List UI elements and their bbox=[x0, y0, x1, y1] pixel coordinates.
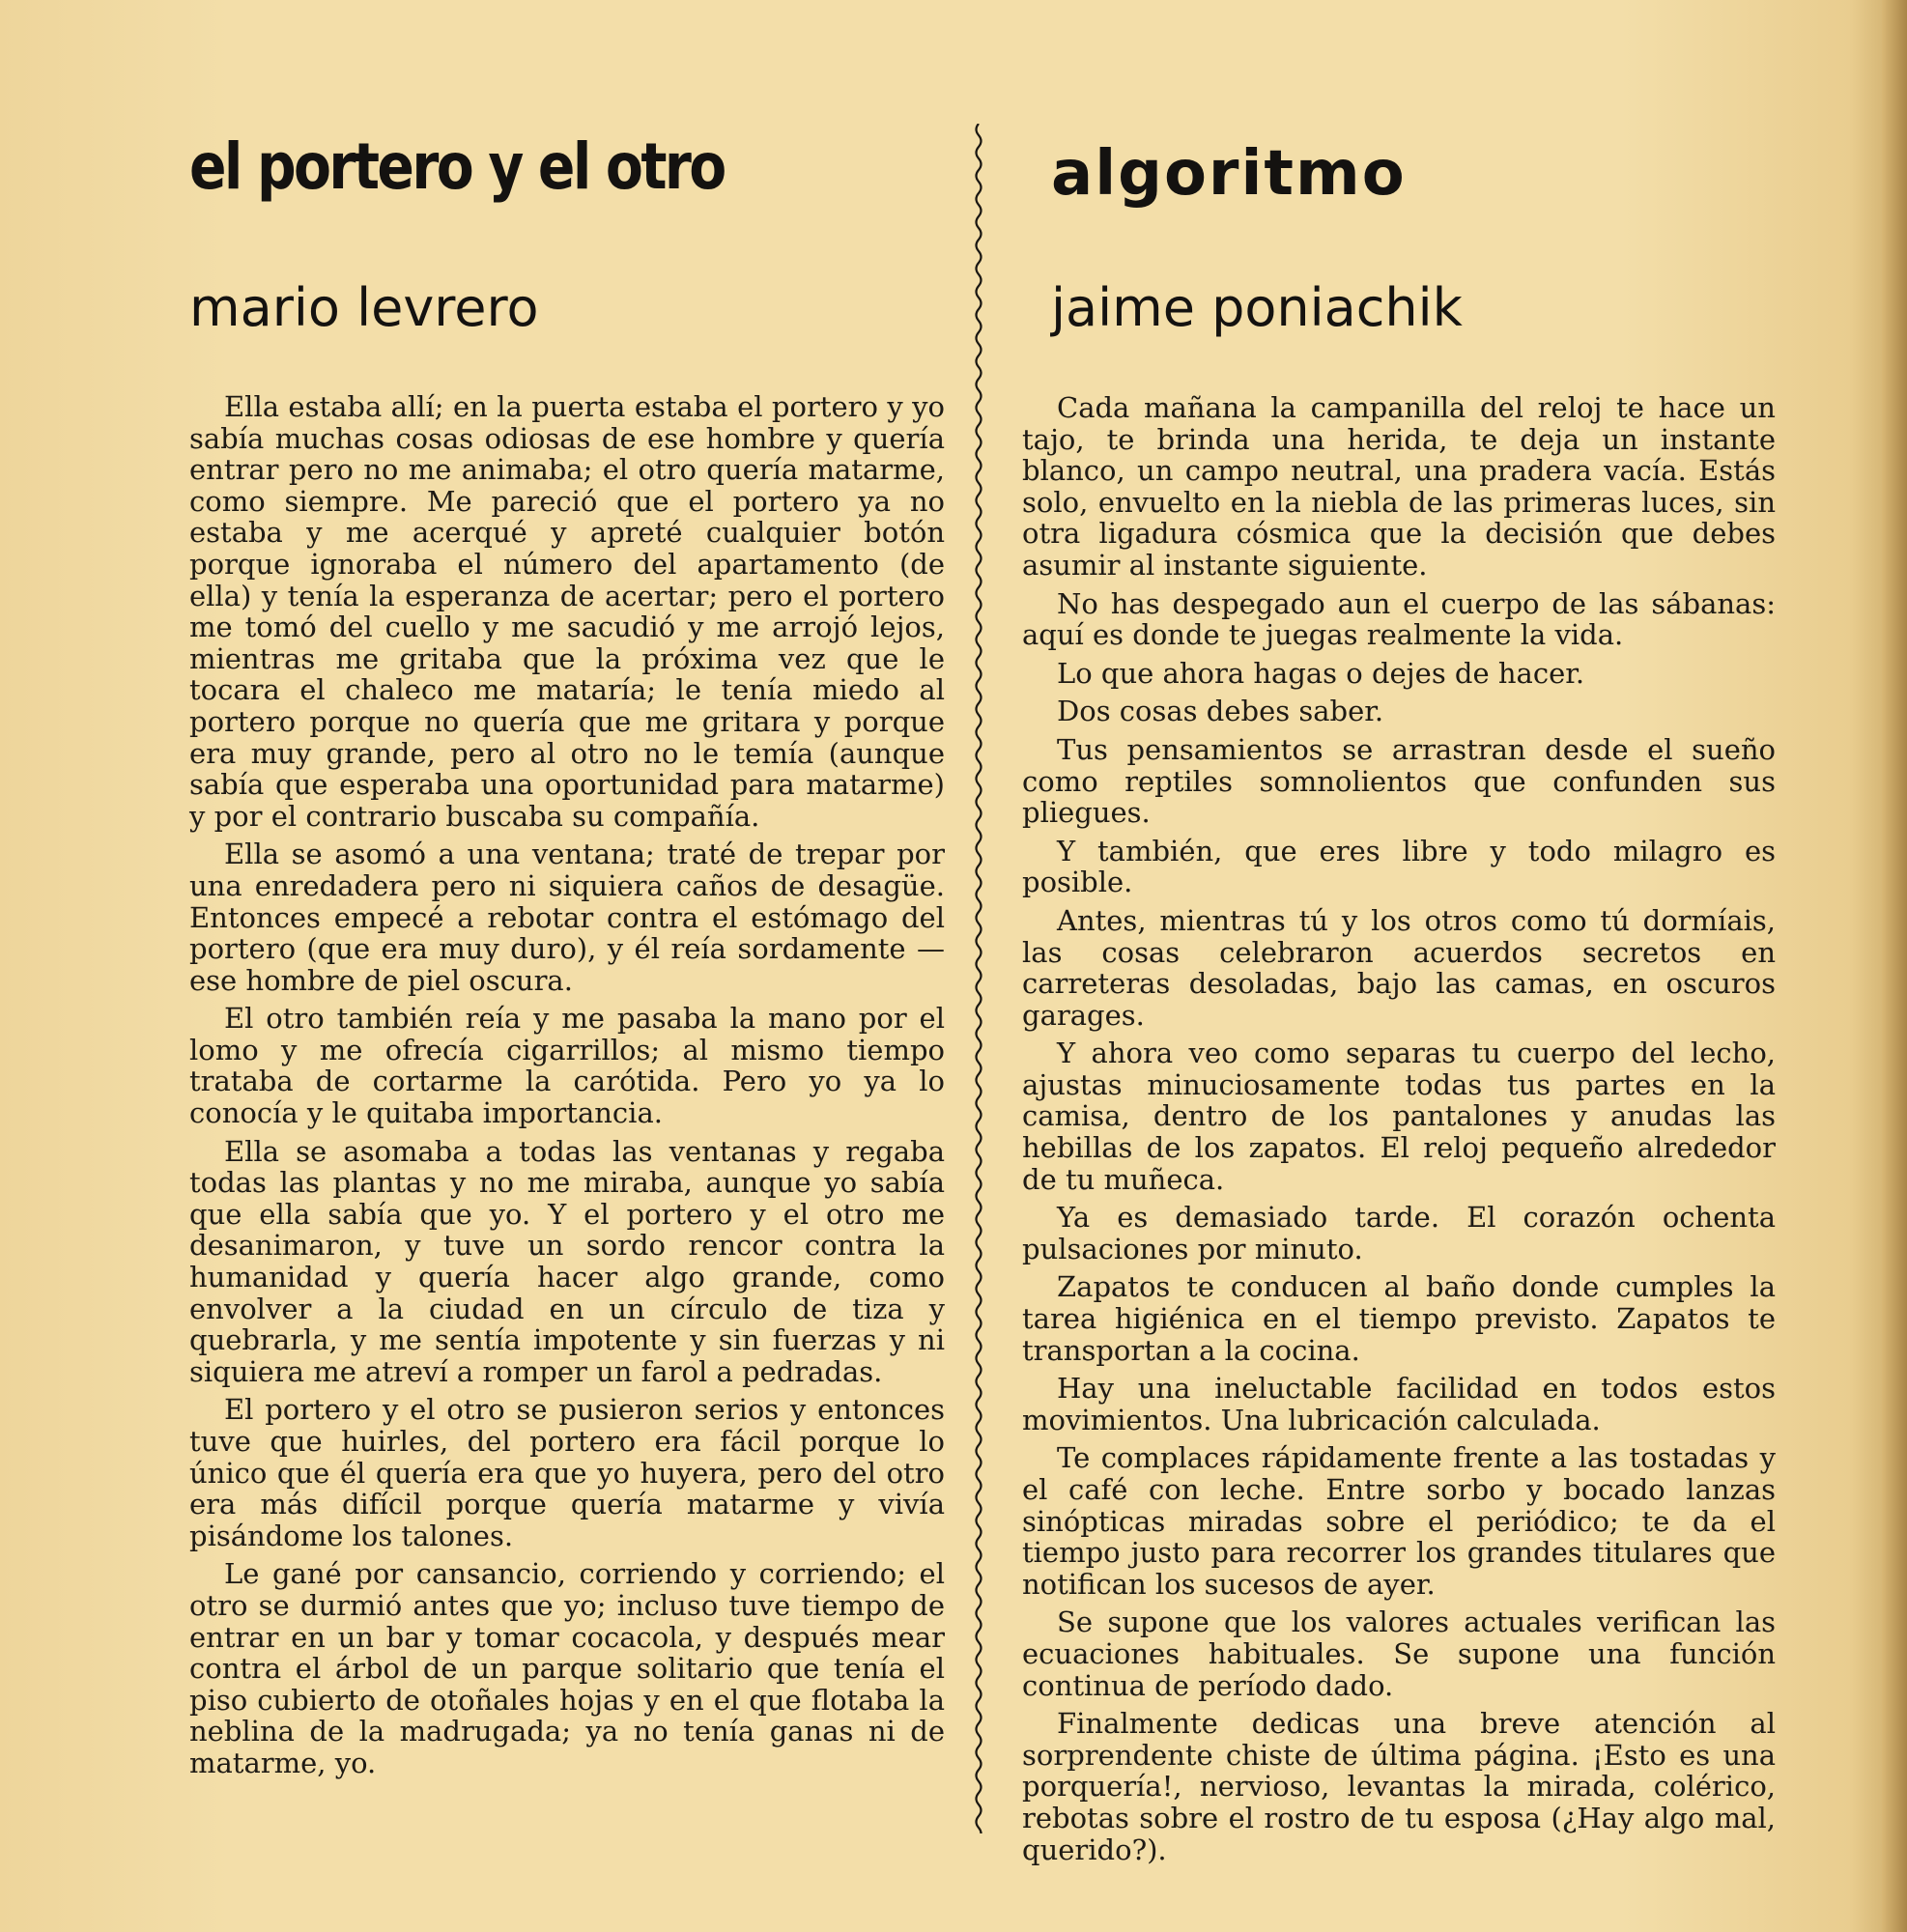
paragraph: Ella se asomaba a todas las ventanas y regaba todas las plantas y no me miraba, aunque yo sabía que ella sabía que yo. Y el portero y el otro me desanimaron, y tuve un sordo rencor contra la humanidad y quería hacer algo grande, como envolver a la ciudad en un círculo de tiza y quebrarla, y me sentía impotente y sin fuerzas y ni siquiera me atreví a romper un farol a pedradas. bbox=[189, 1134, 945, 1388]
paragraph: El otro también reía y me pasaba la mano por el lomo y me ofrecía cigarrillos; al mismo tiempo trataba de cortarme la carótida. Pero yo ya lo conocía y le quitaba importancia. bbox=[189, 1002, 945, 1130]
paragraph: Lo que ahora hagas o dejes de hacer. bbox=[1057, 656, 1585, 690]
wavy-column-divider bbox=[969, 124, 988, 1833]
paragraph: Finalmente dedicas una breve atención al sorprendente chiste de última página. ¡Esto es una porquería!, nervioso, levantas la mirada, colérico, rebotas sobre el rostro de tu esposa (¿Hay algo mal, querido?). bbox=[1022, 1707, 1776, 1866]
paragraph: No has despegado aun el cuerpo de las sábanas: aquí es donde te juegas realmente la vida. bbox=[1022, 586, 1776, 652]
right-article-title: algoritmo bbox=[1051, 138, 1407, 210]
paragraph: Tus pensamientos se arrastran desde el sueño como reptiles somnolientos que confunden sus pliegues. bbox=[1022, 732, 1776, 830]
right-article-author: jaime poniachik bbox=[1051, 277, 1463, 338]
left-article-author: mario levrero bbox=[189, 277, 539, 338]
paragraph: Se supone que los valores actuales verifican las ecuaciones habituales. Se supone una función continua de período dado. bbox=[1022, 1605, 1776, 1702]
right-article-body bbox=[1022, 392, 1776, 1872]
paragraph: Cada mañana la campanilla del reloj te hace un tajo, te brinda una herida, te deja un instante blanco, un campo neutral, una pradera vacía. Estás solo, envuelto en la niebla de las primeras luces, sin otra ligadura cósmica que la decisión que debes asumir al instante siguiente. bbox=[1022, 391, 1776, 582]
left-article-body bbox=[189, 391, 945, 1786]
paragraph: Ya es demasiado tarde. El corazón ochenta pulsaciones por minuto. bbox=[1022, 1201, 1776, 1265]
paragraph: Y ahora veo como separas tu cuerpo del lecho, ajustas minuciosamente todas tus partes en la camisa, dentro de los pantalones y anudas las hebillas de los zapatos. El reloj pequeño alrededor de tu muñeca. bbox=[1022, 1037, 1776, 1196]
paragraph: Y también, que eres libre y todo milagro es posible. bbox=[1022, 834, 1776, 899]
paragraph: Antes, mientras tú y los otros como tú dormíais, las cosas celebraron acuerdos secretos en carreteras desoladas, bajo las camas, en oscuros garages. bbox=[1022, 903, 1776, 1032]
paragraph: Hay una ineluctable facilidad en todos estos movimientos. Una lubricación calculada. bbox=[1022, 1372, 1776, 1436]
page-spine-shadow bbox=[1882, 0, 1907, 1932]
paragraph: Zapatos te conducen al baño donde cumples la tarea higiénica en el tiempo previsto. Zapatos te transportan a la cocina. bbox=[1022, 1270, 1776, 1367]
paragraph: Ella estaba allí; en la puerta estaba el portero y yo sabía muchas cosas odiosas de ese hombre y quería entrar pero no me animaba; el otro quería matarme, como siempre. Me pareció que el portero ya no estaba y me acerqué y apreté cualquier botón porque ignoraba el número del apartamento (de ella) y tenía la esperanza de acertar; pero el portero me tomó del cuello y me sacudió y me arrojó lejos, mientras me gritaba que la próxima vez que le tocara el chaleco me mataría; le tenía miedo al portero porque no quería que me gritara y porque era muy grande, pero al otro no le temía (aunque sabía que esperaba una oportunidad para matarme) y por el contrario buscaba su compañía. bbox=[189, 390, 945, 833]
paragraph: Te complaces rápidamente frente a las tostadas y el café con leche. Entre sorbo y bocado lanzas sinópticas miradas sobre el periódico; te da el tiempo justo para recorrer los grandes titulares que notifican los sucesos de ayer. bbox=[1022, 1441, 1776, 1601]
paragraph: Dos cosas debes saber. bbox=[1057, 695, 1384, 728]
paragraph: Ella se asomó a una ventana; traté de trepar por una enredadera pero ni siquiera caños de desagüe. Entonces empecé a rebotar contra el estómago del portero (que era muy duro), y él reía sordamente — ese hombre de piel oscura. bbox=[189, 838, 945, 997]
paragraph: El portero y el otro se pusieron serios y entonces tuve que huirles, del portero era fácil porque lo único que él quería era que yo huyera, pero del otro era más difícil porque quería matarme y vivía pisándome los talones. bbox=[189, 1393, 945, 1552]
paragraph: Le gané por cansancio, corriendo y corriendo; el otro se durmió antes que yo; incluso tuve tiempo de entrar en un bar y tomar cocacola, y después mear contra el árbol de un parque solitario que tenía el piso cubierto de otoñales hojas y en el que flotaba la neblina de la madrugada; ya no tenía ganas ni de matarme, yo. bbox=[189, 1557, 945, 1779]
left-article-title: el portero y el otro bbox=[189, 129, 725, 204]
